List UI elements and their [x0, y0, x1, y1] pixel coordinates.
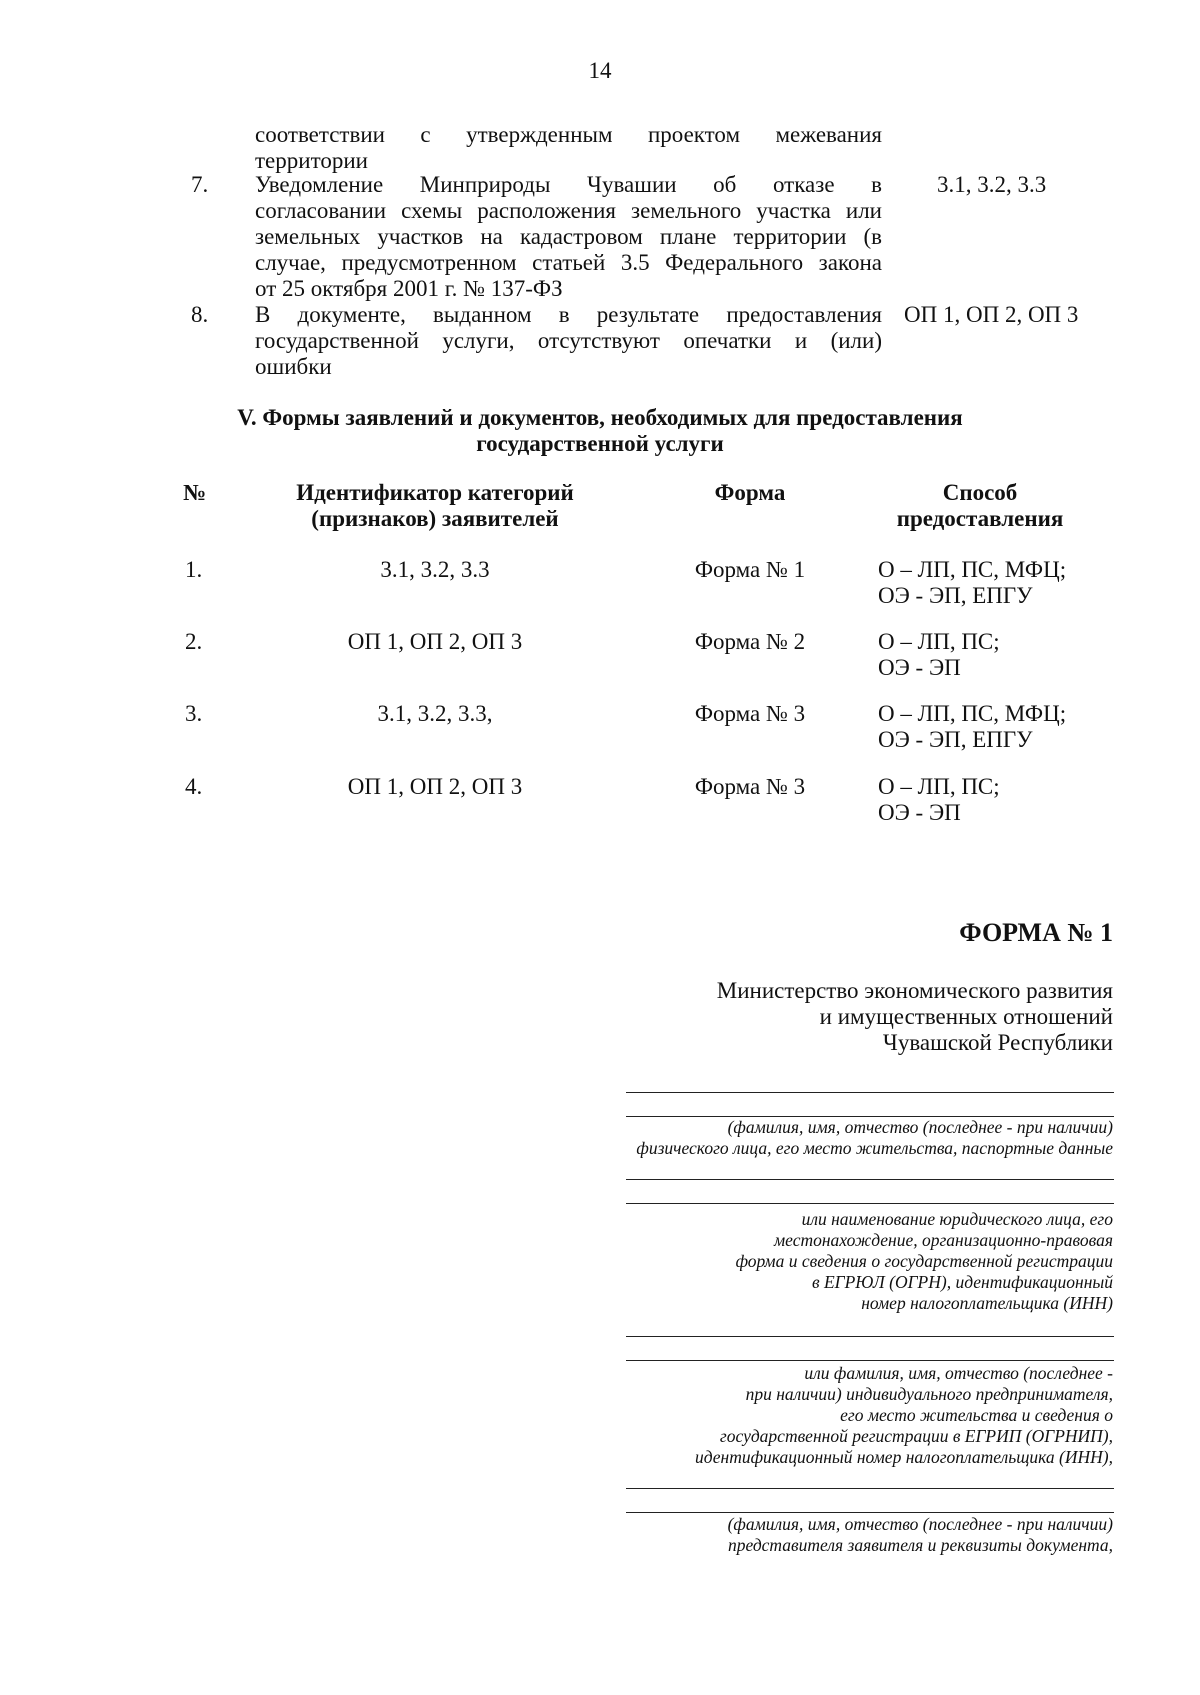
hint-line: (фамилия, имя, отчество (последнее - при наличии) [727, 1117, 1113, 1137]
table-row-num: 3. [185, 701, 203, 726]
hint-line: местонахождение, организационно-правовая [773, 1230, 1113, 1250]
item-line: В документе, выданном в результате предоставления [255, 302, 882, 327]
item-line: земельных участков на кадастровом плане территории (в [255, 224, 882, 249]
form-heading: ФОРМА № 1 [959, 918, 1113, 947]
item-line: согласовании схемы расположения земельного участка или [255, 198, 882, 223]
item-codes: ОП 1, ОП 2, ОП 3 [904, 302, 1079, 327]
item-text [255, 172, 882, 302]
item-number: 7. [191, 172, 209, 197]
col-header-method-line: предоставления [896, 506, 1064, 531]
table-row-num: 2. [185, 629, 203, 654]
hint-line: представителя заявителя и реквизиты документа, [727, 1535, 1113, 1555]
table-row-form: Форма № 3 [694, 774, 806, 799]
page-number: 14 [588, 58, 612, 83]
hint-line: или наименование юридического лица, его [801, 1209, 1113, 1229]
item-line: случае, предусмотренном статьей 3.5 Федерального закона [255, 250, 882, 275]
item-number: 8. [191, 302, 209, 327]
hint-line: его место жительства и сведения о [840, 1405, 1113, 1425]
hint-legal [600, 1209, 1113, 1314]
hint-line: физического лица, его место жительства, паспортные данные [636, 1138, 1113, 1158]
table-row-method [878, 557, 1066, 609]
hint-line: при наличии) индивидуального предпринимателя, [745, 1384, 1113, 1404]
hint-representative [560, 1514, 1113, 1556]
col-header-method [880, 480, 1080, 532]
section-title-line: государственной услуги [476, 431, 724, 456]
table-row-method-line: О – ЛП, ПС; [878, 629, 1000, 654]
table-row-form: Форма № 3 [694, 701, 806, 726]
section-title [150, 405, 1050, 457]
col-header-form: Форма [714, 480, 786, 505]
hint-line: (фамилия, имя, отчество (последнее - при наличии) [727, 1514, 1113, 1534]
table-row-method-line: ОЭ - ЭП, ЕПГУ [878, 583, 1033, 608]
table-row-form: Форма № 1 [694, 557, 806, 582]
section-title-line: V. Формы заявлений и документов, необходимых для предоставления [237, 405, 963, 430]
table-row-num: 1. [185, 557, 203, 582]
addressee [600, 978, 1113, 1056]
addressee-line: и имущественных отношений [819, 1004, 1113, 1029]
table-row-method-line: ОЭ - ЭП [878, 800, 961, 825]
hint-line: форма и сведения о государственной регистрации [735, 1251, 1113, 1271]
hint-line: в ЕГРЮЛ (ОГРН), идентификационный [811, 1272, 1113, 1292]
col-header-num: № [183, 480, 207, 505]
continuation-line: соответствии с утвержденным проектом межевания [255, 122, 882, 147]
blank-line[interactable] [626, 1360, 1114, 1361]
table-row-form: Форма № 2 [694, 629, 806, 654]
hint-line: или фамилия, имя, отчество (последнее - [804, 1363, 1113, 1383]
col-header-method-line: Способ [942, 480, 1018, 505]
blank-line[interactable] [626, 1336, 1114, 1337]
item-codes: 3.1, 3.2, 3.3 [937, 172, 1047, 197]
blank-line[interactable] [626, 1512, 1114, 1513]
table-row-method [878, 701, 1066, 753]
table-row-method-line: О – ЛП, ПС, МФЦ; [878, 557, 1067, 582]
continuation-text [255, 122, 882, 174]
table-row-method [878, 774, 1000, 826]
item-line: от 25 октября 2001 г. № 137-ФЗ [255, 276, 563, 301]
continuation-line: территории [255, 148, 368, 173]
item-line: ошибки [255, 354, 332, 379]
table-row-identifier: ОП 1, ОП 2, ОП 3 [347, 629, 523, 654]
addressee-line: Министерство экономического развития [716, 978, 1113, 1003]
item-line: Уведомление Минприроды Чувашии об отказе в [255, 172, 882, 197]
hint-entrepreneur [560, 1363, 1113, 1468]
table-row-num: 4. [185, 774, 203, 799]
hint-line: идентификационный номер налогоплательщика (ИНН), [694, 1447, 1113, 1467]
table-row-method-line: ОЭ - ЭП, ЕПГУ [878, 727, 1033, 752]
table-row-identifier: 3.1, 3.2, 3.3, [377, 701, 493, 726]
col-header-identifier-line: Идентификатор категорий [296, 480, 574, 505]
col-header-identifier [255, 480, 615, 532]
blank-line[interactable] [626, 1203, 1114, 1204]
table-row-method-line: О – ЛП, ПС; [878, 774, 1000, 799]
hint-individual [500, 1117, 1113, 1159]
hint-line: государственной регистрации в ЕГРИП (ОГРНИП), [719, 1426, 1113, 1446]
table-row-method [878, 629, 1000, 681]
col-header-identifier-line: (признаков) заявителей [311, 506, 559, 531]
item-text [255, 302, 882, 380]
table-row-method-line: О – ЛП, ПС, МФЦ; [878, 701, 1067, 726]
table-row-method-line: ОЭ - ЭП [878, 655, 961, 680]
blank-line[interactable] [626, 1092, 1114, 1093]
item-line: государственной услуги, отсутствуют опечатки и (или) [255, 328, 882, 353]
hint-line: номер налогоплательщика (ИНН) [861, 1293, 1113, 1313]
table-row-identifier: ОП 1, ОП 2, ОП 3 [347, 774, 523, 799]
blank-line[interactable] [626, 1179, 1114, 1180]
addressee-line: Чувашской Республики [882, 1030, 1113, 1055]
table-row-identifier: 3.1, 3.2, 3.3 [380, 557, 490, 582]
blank-line[interactable] [626, 1488, 1114, 1489]
